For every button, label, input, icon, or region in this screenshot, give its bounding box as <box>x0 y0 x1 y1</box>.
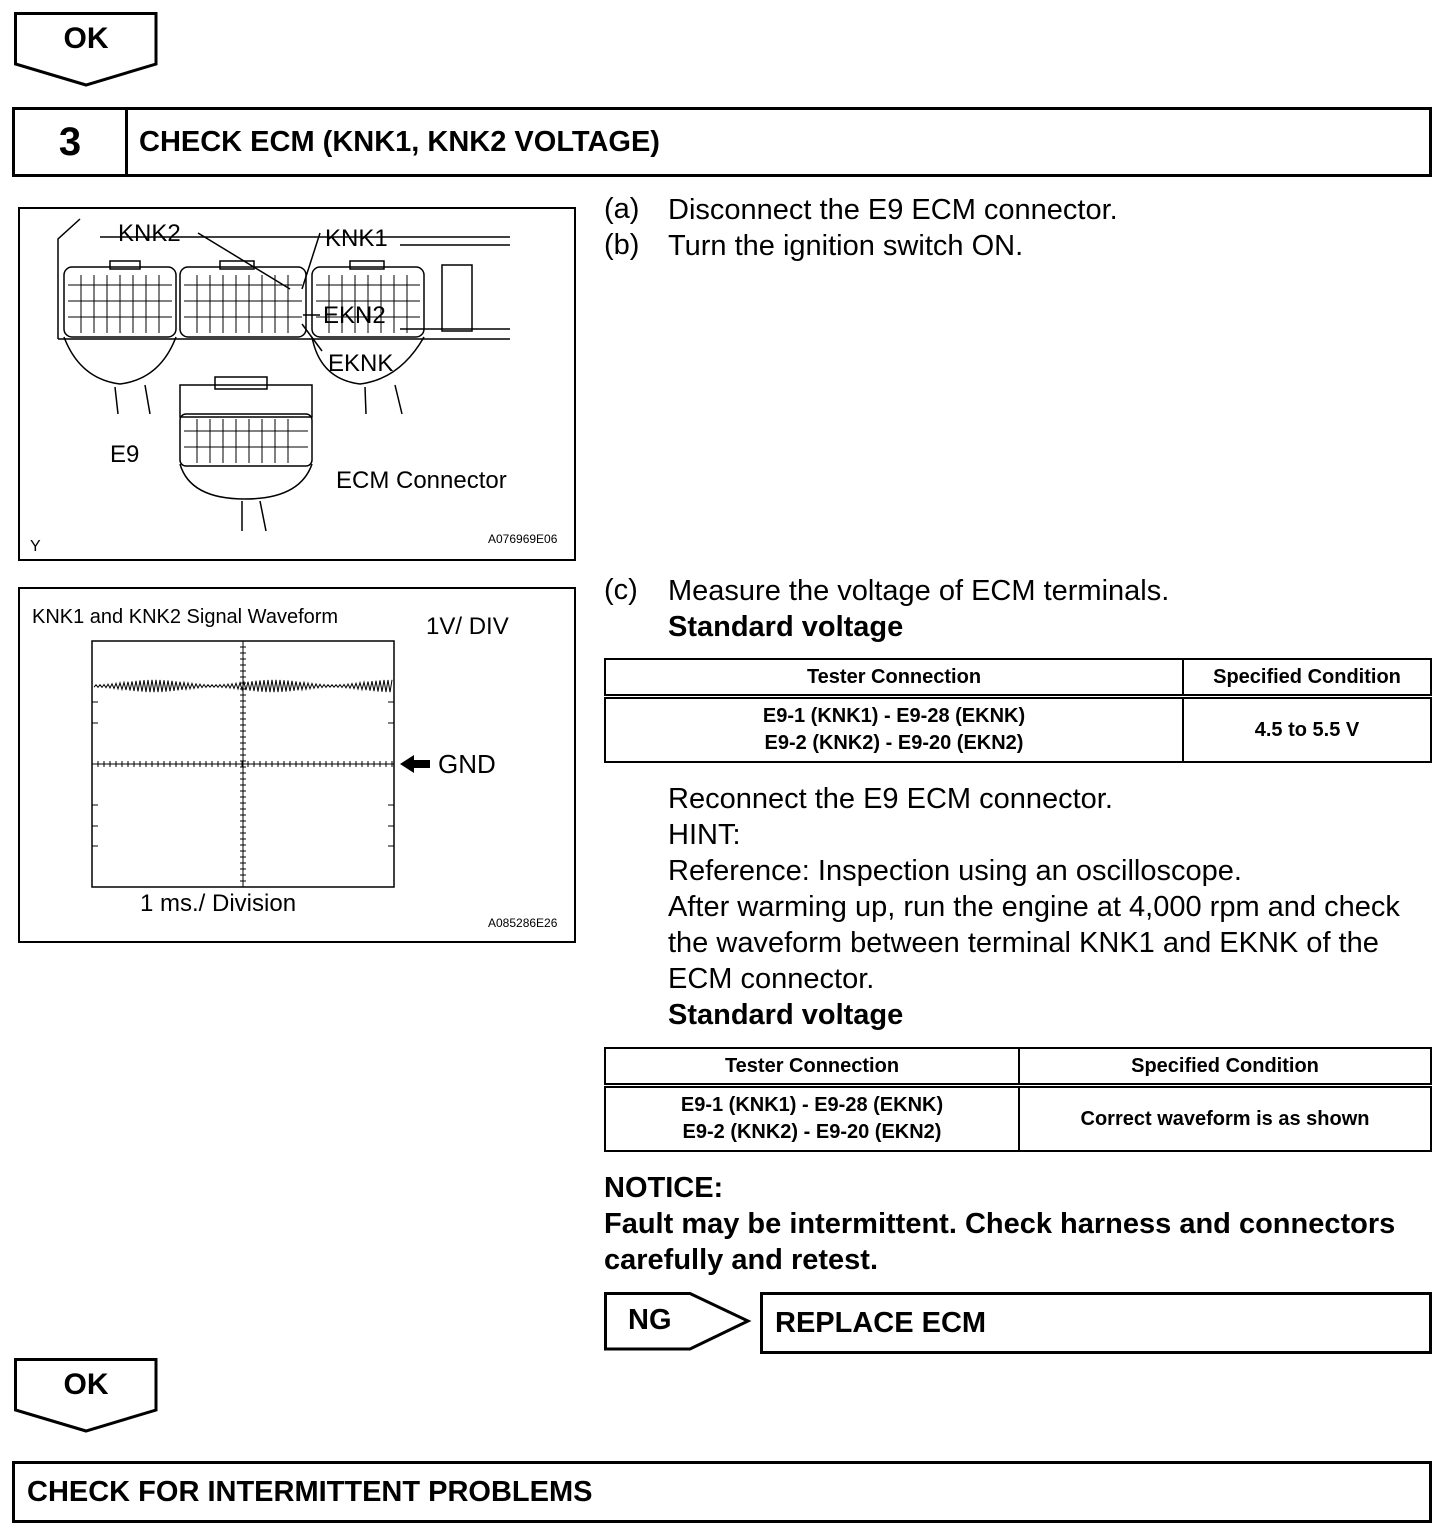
ng-action-box: REPLACE ECM <box>760 1292 1432 1354</box>
label-knk1: KNK1 <box>325 225 388 252</box>
table2-connection-cell <box>605 1086 1019 1152</box>
reference-text: Reference: Inspection using an oscilloscope. <box>668 855 1242 887</box>
spec-table-waveform <box>604 1047 1432 1152</box>
ecm-connector-illustration <box>20 209 574 559</box>
step-header <box>12 107 1432 177</box>
table1-connection-cell <box>605 697 1183 763</box>
ok-arrow-top <box>14 12 160 88</box>
table1-connection-line: E9-2 (KNK2) - E9-20 (EKN2) <box>764 732 1024 754</box>
hint-label: HINT: <box>668 819 741 851</box>
ok-arrow-bottom <box>14 1358 160 1434</box>
ok-label: OK <box>63 1368 109 1401</box>
table2-condition-cell: Correct waveform is as shown <box>1019 1086 1431 1152</box>
step-c-letter: (c) <box>604 574 638 606</box>
standard-voltage-heading-2: Standard voltage <box>668 999 904 1031</box>
gnd-label: GND <box>438 749 496 779</box>
waveform-code: A085286E26 <box>488 916 558 930</box>
step-a-text: Disconnect the E9 ECM connector. <box>668 194 1118 226</box>
table1-header-connection: Tester Connection <box>605 659 1183 697</box>
step-number: 3 <box>15 110 128 174</box>
right-arrow-icon <box>604 1292 754 1354</box>
figure-code: A076969E06 <box>488 532 558 546</box>
label-e9: E9 <box>110 441 140 468</box>
time-division-label: 1 ms./ Division <box>140 890 297 917</box>
oscilloscope-waveform <box>20 589 574 941</box>
corner-mark: Y <box>30 538 41 555</box>
waveform-figure <box>18 587 576 943</box>
table1-connection-line: E9-1 (KNK1) - E9-28 (EKNK) <box>762 705 1026 727</box>
ecm-connector-figure <box>18 207 576 561</box>
label-knk2: KNK2 <box>118 220 181 247</box>
gnd-arrow-icon <box>400 755 430 773</box>
table2-connection-line: E9-1 (KNK1) - E9-28 (EKNK) <box>680 1094 944 1116</box>
spec-table-voltage <box>604 658 1432 763</box>
step-title: CHECK ECM (KNK1, KNK2 VOLTAGE) <box>139 126 660 158</box>
after-warming-line-3: ECM connector. <box>668 963 875 995</box>
table2-header-condition: Specified Condition <box>1019 1048 1431 1086</box>
reconnect-text: Reconnect the E9 ECM connector. <box>668 783 1113 815</box>
table2-connection-line: E9-2 (KNK2) - E9-20 (EKN2) <box>682 1121 942 1143</box>
label-eknk: EKNK <box>328 350 394 377</box>
notice-line-1: Fault may be intermittent. Check harness and connectors <box>604 1208 1396 1240</box>
ng-label: NG <box>628 1304 672 1336</box>
table1-header-condition: Specified Condition <box>1183 659 1431 697</box>
notice-line-2: carefully and retest. <box>604 1244 878 1276</box>
after-warming-line-1: After warming up, run the engine at 4,000 rpm and check <box>668 891 1400 923</box>
step-b-text: Turn the ignition switch ON. <box>668 230 1024 262</box>
waveform-scale: 1V/ DIV <box>426 613 509 640</box>
ok-label: OK <box>63 22 109 55</box>
step-c-text: Measure the voltage of ECM terminals. <box>668 575 1170 607</box>
ng-arrow <box>604 1292 754 1354</box>
final-step-box: CHECK FOR INTERMITTENT PROBLEMS <box>12 1461 1432 1523</box>
standard-voltage-heading-1: Standard voltage <box>668 611 904 643</box>
step-b-letter: (b) <box>604 229 640 261</box>
table1-condition-cell: 4.5 to 5.5 V <box>1183 697 1431 763</box>
notice-heading: NOTICE: <box>604 1172 724 1204</box>
label-ekn2: EKN2 <box>323 302 386 329</box>
after-warming-line-2: the waveform between terminal KNK1 and EKNK of the <box>668 927 1379 959</box>
table2-header-connection: Tester Connection <box>605 1048 1019 1086</box>
label-ecm-connector: ECM Connector <box>336 467 507 494</box>
step-a-letter: (a) <box>604 193 640 225</box>
waveform-title: KNK1 and KNK2 Signal Waveform <box>32 606 339 628</box>
